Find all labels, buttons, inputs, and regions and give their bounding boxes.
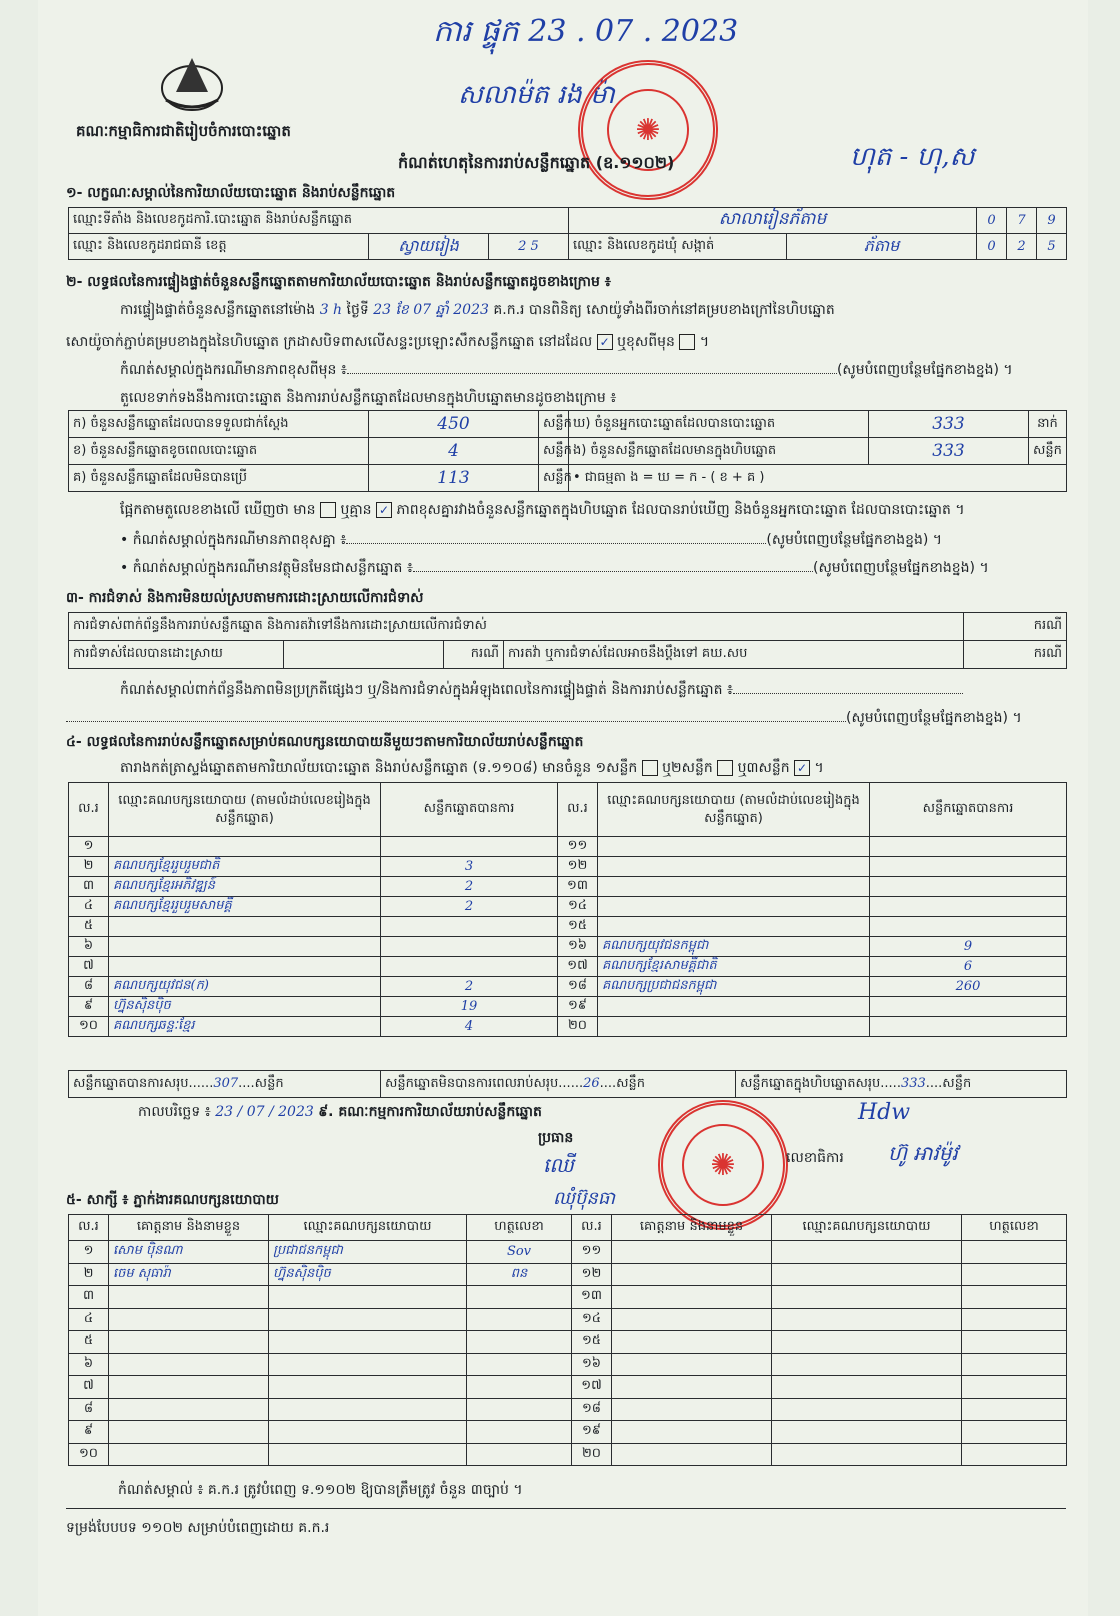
commune-code-digit: 5 [1037, 234, 1067, 260]
note-line-1: កំណត់សម្គាល់ក្នុងករណីមានភាពខុសពីមុន ៖ (សូមបំពេញបន្ថែមផ្នែកខាងខ្នង) ។ [120, 362, 1013, 378]
unit: ករណី [964, 613, 1067, 641]
witness-signature [962, 1398, 1067, 1421]
witness-party [772, 1286, 962, 1309]
witness-party [269, 1331, 467, 1354]
witness-party [269, 1286, 467, 1309]
party-votes [870, 837, 1067, 857]
witness-party: ប្រជាជនកម្ពុជា [269, 1241, 467, 1264]
party-results-table [68, 782, 1067, 1037]
table-row [69, 917, 1067, 937]
party-votes: 19 [381, 997, 558, 1017]
chair-signature: ឈើ [543, 1153, 574, 1177]
note-line-3: • កំណត់សម្គាល់ក្នុងករណីមានវត្ថុមិនមែនជាសន្លឹកឆ្នោត ៖ (សូមបំពេញបន្ថែមផ្នែកខាងខ្នង) ។ [120, 560, 989, 576]
witness-name [109, 1286, 269, 1309]
party-name: គណបក្សឆន្ទៈខ្មែរ [109, 1017, 381, 1037]
party-votes [870, 897, 1067, 917]
witness-name [612, 1376, 772, 1399]
witness-party [269, 1443, 467, 1466]
row-number: ១៣ [558, 877, 598, 897]
party-name [598, 857, 870, 877]
party-name [598, 897, 870, 917]
witness-party [772, 1241, 962, 1264]
witness-signature [467, 1376, 572, 1399]
complaints-count-label: ការជំទាស់ពាក់ព័ន្ធនឹងការរាប់សន្លឹកឆ្នោត និងការតវ៉ាទៅនឹងការដោះស្រាយលើការជំទាស់ [69, 613, 964, 641]
witness-name [612, 1353, 772, 1376]
handwritten-signature-top: សលាម៉ត រង ម៉ា [458, 80, 615, 110]
witness-party [772, 1308, 962, 1331]
row-number: ៩ [69, 1421, 109, 1444]
section-3-heading: ៣- ការជំទាស់ និងការមិនយល់ស្របតាមការដោះស្រាយលើការជំទាស់ [66, 590, 424, 606]
ballots-unused-label: គ) ចំនួនសន្លឹកឆ្នោតដែលមិនបានប្រើ [69, 465, 369, 492]
polling-station-table [68, 207, 1067, 260]
row-number: ១០ [69, 1017, 109, 1037]
witness-party: ហ្វ៊ុនស៊ិនប៉ិច [269, 1263, 467, 1286]
col-party: ឈ្មោះគណបក្សនយោបាយ [269, 1215, 467, 1241]
difference-checkbox[interactable]: ✓ [376, 502, 392, 518]
table-row [69, 997, 1067, 1017]
witness-name [109, 1398, 269, 1421]
row-number: ៨ [69, 1398, 109, 1421]
witness-name [612, 1286, 772, 1309]
row-number: ៧ [69, 957, 109, 977]
row-number: ១១ [572, 1241, 612, 1264]
witness-signature [962, 1443, 1067, 1466]
witness-name [109, 1421, 269, 1444]
row-number: ១៤ [558, 897, 598, 917]
witness-signature [962, 1308, 1067, 1331]
row-number: ២ [69, 1263, 109, 1286]
footer-form-ref: ទម្រង់បែបបទ ១១០២ សម្រាប់បំពេញដោយ គ.ក.រ [66, 1520, 330, 1536]
row-number: ១៧ [558, 957, 598, 977]
commune-code-digit: 2 [1007, 234, 1037, 260]
two-sheets-checkbox[interactable] [642, 760, 658, 776]
row-number: ៧ [69, 1376, 109, 1399]
row-number: ១៨ [558, 977, 598, 997]
party-name [598, 877, 870, 897]
party-name [598, 837, 870, 857]
result-intro: តួលេខទាក់ទងនឹងការបោះឆ្នោត និងការរាប់សន្លឹកឆ្នោតដែលមានក្នុងហិបឆ្នោតមានដូចខាងក្រោម ៖ [120, 390, 617, 406]
witness-signature [467, 1353, 572, 1376]
ballots-in-box-value: 333 [869, 438, 1029, 465]
witness-name [109, 1308, 269, 1331]
chair-name: ឈុំប៊ុនធា [553, 1188, 615, 1209]
witness-signature [962, 1353, 1067, 1376]
party-votes [870, 1017, 1067, 1037]
province-value: ស្វាយរៀង [369, 234, 489, 260]
party-name [109, 937, 381, 957]
party-name: គណបក្សយុវជន(ក) [109, 977, 381, 997]
verification-text-1: ការផ្ទៀងផ្ទាត់ចំនួនសន្លឹកឆ្នោតនៅម៉ោង 3 h ថ្ងៃទី 23 ខែ 07 ឆ្នាំ 2023 គ.ក.រ បានពិនិត្យ សោយ៉ូទាំងពីរចាក់នៅគម្របខាងក្រៅនៃហិបឆ្នោត [120, 302, 835, 318]
unresolved-complaints-label: ការតវ៉ា ឬការជំទាស់ដែលអាចនឹងប្ដឹងទៅ គឃ.សប [504, 641, 964, 669]
party-name [598, 997, 870, 1017]
party-votes [870, 857, 1067, 877]
party-votes [870, 917, 1067, 937]
province-code: 2 5 [489, 234, 569, 260]
table-row [69, 1421, 1067, 1444]
col-votes: សន្លឹកឆ្នោតបានការ [381, 783, 558, 837]
table-row [69, 1376, 1067, 1399]
party-votes: 2 [381, 877, 558, 897]
row-number: ១ [69, 837, 109, 857]
witness-signature: ពន [467, 1263, 572, 1286]
table-row [69, 1286, 1067, 1309]
party-votes [870, 997, 1067, 1017]
witness-signature [467, 1286, 572, 1309]
witness-signature [467, 1443, 572, 1466]
witness-signature [962, 1241, 1067, 1264]
row-number: ១៩ [558, 997, 598, 1017]
witness-party [772, 1443, 962, 1466]
row-number: ៤ [69, 897, 109, 917]
witness-party [269, 1421, 467, 1444]
witness-name [612, 1308, 772, 1331]
witness-signature [467, 1308, 572, 1331]
party-name: គណបក្សខ្មែររួបរួមសាមគ្គី [109, 897, 381, 917]
row-number: ៩ [69, 997, 109, 1017]
witness-signature [962, 1331, 1067, 1354]
row-number: ២ [69, 857, 109, 877]
voters-voted-label: ឃ) ចំនួនអ្នកបោះឆ្នោតដែលបានបោះឆ្នោត [569, 411, 869, 438]
row-number: ១៥ [558, 917, 598, 937]
station-name-value: សាលារៀនភ័តាម [569, 208, 977, 234]
province-label: ឈ្មោះ និងលេខកូដរាជធានី ខេត្ត [69, 234, 369, 260]
row-number: ១ [69, 1241, 109, 1264]
row-number: ១២ [572, 1263, 612, 1286]
party-name [598, 917, 870, 937]
note-line-5: (សូមបំពេញបន្ថែមផ្នែកខាងខ្នង) ។ [66, 708, 1076, 729]
witness-party [269, 1308, 467, 1331]
chair-label: ប្រធាន [538, 1130, 574, 1146]
row-number: ៥ [69, 1331, 109, 1354]
col-party: ឈ្មោះគណបក្សនយោបាយ (តាមលំដាប់លេខរៀងក្នុងសន្លឹកឆ្នោត) [109, 783, 381, 837]
date-value: 23 ខែ 07 ឆ្នាំ 2023 [373, 302, 489, 318]
party-votes: 6 [870, 957, 1067, 977]
secretary-signature: Hdw [858, 1100, 911, 1125]
stamp-emblem-icon: ✺ [607, 89, 689, 171]
row-number: ៦ [69, 937, 109, 957]
witness-name [109, 1443, 269, 1466]
party-name: គណបក្សខ្មែររួបរួមជាតិ [109, 857, 381, 877]
party-name: ហ្វ៊ុនស៊ិនប៉ិច [109, 997, 381, 1017]
four-sheets-checkbox[interactable]: ✓ [794, 760, 810, 776]
three-sheets-checkbox[interactable] [717, 760, 733, 776]
table-row [69, 897, 1067, 917]
witness-party [269, 1398, 467, 1421]
row-number: ៣ [69, 1286, 109, 1309]
table-row [69, 877, 1067, 897]
date-line: កាលបរិច្ឆេទ ៖ 23 / 07 / 2023 ៩. គណៈកម្មការការិយាល័យរាប់សន្លឹកឆ្នោត [138, 1104, 542, 1120]
party-name [109, 957, 381, 977]
unit: សន្លឹក [1029, 438, 1067, 465]
table-row [69, 1241, 1067, 1264]
commune-code-digit: 0 [977, 234, 1007, 260]
ballots-unused-value: 113 [369, 465, 539, 492]
committee-name: គណៈកម្មាធិការជាតិរៀបចំការបោះឆ្នោត [76, 122, 291, 140]
witness-party [269, 1353, 467, 1376]
row-number: ៨ [69, 977, 109, 997]
party-votes: 4 [381, 1017, 558, 1037]
row-number: ១៧ [572, 1376, 612, 1399]
station-name-label: ឈ្មោះទីតាំង និងលេខកូដការិ.បោះឆ្នោត និងរាប់សន្លឹកឆ្នោត [69, 208, 569, 234]
table-row [69, 1017, 1067, 1037]
section-1-heading: ១- លក្ខណៈសម្គាល់នៃការិយាល័យបោះឆ្នោត និងរាប់សន្លឹកឆ្នោត [66, 185, 396, 201]
row-number: ២០ [572, 1443, 612, 1466]
unit: ករណី [964, 641, 1067, 669]
ballots-received-label: ក) ចំនួនសន្លឹកឆ្នោតដែលបានទទួលជាក់ស្តែង [69, 411, 369, 438]
table-row [69, 937, 1067, 957]
stamp-emblem-icon: ✺ [682, 1124, 764, 1206]
col-party: ឈ្មោះគណបក្សនយោបាយ (តាមលំដាប់លេខរៀងក្នុងសន្លឹកឆ្នោត) [598, 783, 870, 837]
witness-party [772, 1398, 962, 1421]
col-sign: ហត្ថលេខា [962, 1215, 1067, 1241]
table-row [69, 1308, 1067, 1331]
witness-signature [962, 1376, 1067, 1399]
witness-party [772, 1331, 962, 1354]
commune-label: ឈ្មោះ និងលេខកូដឃុំ សង្កាត់ [569, 234, 787, 260]
col-sign: ហត្ថលេខា [467, 1215, 572, 1241]
party-votes [381, 937, 558, 957]
party-votes: 2 [381, 897, 558, 917]
ballots-received-value: 450 [369, 411, 539, 438]
witness-signature: Sov [467, 1241, 572, 1264]
col-name: គោត្តនាម និងនាមខ្លួន [109, 1215, 269, 1241]
table-row [69, 1263, 1067, 1286]
table-row [69, 1398, 1067, 1421]
section-4-heading: ៤- លទ្ធផលនៃការរាប់សន្លឹកឆ្នោតសម្រាប់គណបក្សនយោបាយនីមួយៗតាមការិយាល័យរាប់សន្លឹកឆ្នោត [66, 734, 584, 750]
station-code-digit: 7 [1007, 208, 1037, 234]
party-votes: 9 [870, 937, 1067, 957]
same-checkbox[interactable]: ✓ [597, 334, 613, 350]
witness-signature [962, 1421, 1067, 1444]
tally-sheet-line: តារាងកត់ត្រាស្ទង់ឆ្នោតតាមការិយាល័យបោះឆ្នោត និងរាប់សន្លឹកឆ្នោត (ទ.១១០៨) មានចំនួន ១សន្លឹក ឬ២សន្លឹក ឬ៣សន្លឹក ✓ ។ [120, 760, 824, 776]
table-row [69, 857, 1067, 877]
station-code-digit: 9 [1037, 208, 1067, 234]
ballot-count-table [68, 410, 1067, 492]
total-invalid-cell: សន្លឹកឆ្នោតមិនបានការពេលរាប់សរុប......26....សន្លឹក [381, 1071, 736, 1098]
col-no: ល.រ [69, 1215, 109, 1241]
col-no: ល.រ [572, 1215, 612, 1241]
row-number: ១៦ [558, 937, 598, 957]
witness-name: សោម ប៉ិនណា [109, 1241, 269, 1264]
total-box-cell: សន្លឹកឆ្នោតក្នុងហិបឆ្នោតសរុប.....333....សន្លឹក [736, 1071, 1067, 1098]
station-code-digit: 0 [977, 208, 1007, 234]
party-votes [870, 877, 1067, 897]
secretary-label: លេខាធិការ [786, 1150, 844, 1166]
totals-table [68, 1070, 1067, 1098]
col-party: ឈ្មោះគណបក្សនយោបាយ [772, 1215, 962, 1241]
witness-party [772, 1263, 962, 1286]
witness-name [612, 1263, 772, 1286]
row-number: ១៤ [572, 1308, 612, 1331]
row-number: ១១ [558, 837, 598, 857]
verification-text-2: សោយ៉ូចាក់ភ្ជាប់គម្របខាងក្នុងនៃហិបឆ្នោត ក្រដាសបិទពាសលើសន្ទះប្រឡោះសឹកសន្លឹកឆ្នោត នៅដដែល ✓ ឬខុសពីមុន ។ [66, 334, 710, 350]
section-2-heading: ២- លទ្ធផលនៃការផ្ទៀងផ្ទាត់ចំនួនសន្លឹកឆ្នោតតាមការិយាល័យបោះឆ្នោត និងរាប់សន្លឹកឆ្នោតដូចខាងក្រោម ៖ [66, 274, 611, 290]
total-valid-cell: សន្លឹកឆ្នោតបានការសរុប......307....សន្លឹក [69, 1071, 381, 1098]
witness-name [109, 1376, 269, 1399]
party-votes: 3 [381, 857, 558, 877]
witness-signature [467, 1331, 572, 1354]
row-number: ៣ [69, 877, 109, 897]
time-value: 3 h [319, 302, 343, 318]
row-number: ១០ [69, 1443, 109, 1466]
table-row [69, 1443, 1067, 1466]
row-number: ១៩ [572, 1421, 612, 1444]
handwritten-id-note: ហុត - ហុ,ស [850, 142, 975, 172]
party-name [598, 1017, 870, 1037]
witness-name [612, 1443, 772, 1466]
unit: សន្លឹក [539, 411, 569, 438]
party-name [109, 837, 381, 857]
col-no: ល.រ [558, 783, 598, 837]
col-votes: សន្លឹកឆ្នោតបានការ [870, 783, 1067, 837]
table-row [69, 1331, 1067, 1354]
official-stamp-bottom [658, 1100, 788, 1230]
note-line-2: • កំណត់សម្គាល់ក្នុងករណីមានភាពខុសគ្នា ៖ (សូមបំពេញបន្ថែមផ្នែកខាងខ្នង) ។ [120, 532, 943, 548]
party-name: គណបក្សយុវជនកម្ពុជា [598, 937, 870, 957]
section-5-heading: ៥- សាក្សី ៖ ភ្នាក់ងារគណបក្សនយោបាយ [66, 1192, 280, 1208]
party-name: គណបក្សប្រជាជនកម្ពុជា [598, 977, 870, 997]
witness-name [612, 1241, 772, 1264]
witness-party [772, 1353, 962, 1376]
witness-name [612, 1331, 772, 1354]
unit: ករណី [444, 641, 504, 669]
party-name: គណបក្សខ្មែរសាមគ្គីជាតិ [598, 957, 870, 977]
party-name [109, 917, 381, 937]
row-number: ១៥ [572, 1331, 612, 1354]
witness-signature [467, 1398, 572, 1421]
party-votes [381, 837, 558, 857]
different-checkbox[interactable] [679, 334, 695, 350]
table-row [69, 977, 1067, 997]
footer-note: កំណត់សម្គាល់ ៖ គ.ក.រ ត្រូវបំពេញ ទ.១១០២ ឱ្យបានត្រឹមត្រូវ ចំនួន ៣ច្បាប់ ។ [118, 1482, 523, 1498]
row-number: ២០ [558, 1017, 598, 1037]
witness-name [109, 1353, 269, 1376]
party-name: គណបក្សខ្មែរអភិវឌ្ឍន៍ [109, 877, 381, 897]
voters-voted-value: 333 [869, 411, 1029, 438]
witness-signature [962, 1263, 1067, 1286]
official-stamp-top [578, 60, 718, 200]
secretary-name: ហ៊ូ អាវម៉ូវ [888, 1141, 958, 1165]
row-number: ១៨ [572, 1398, 612, 1421]
table-row [69, 837, 1067, 857]
table-row [69, 957, 1067, 977]
row-number: ៥ [69, 917, 109, 937]
unit: សន្លឹក [539, 465, 569, 492]
party-votes [381, 917, 558, 937]
formula-label: • ជាធម្មតា ង = ឃ = ក - ( ខ + គ ) [569, 465, 1067, 492]
no-difference-checkbox[interactable] [320, 502, 336, 518]
unit: នាក់ [1029, 411, 1067, 438]
witness-party [772, 1376, 962, 1399]
row-number: ១៦ [572, 1353, 612, 1376]
party-votes: 2 [381, 977, 558, 997]
witness-name [109, 1331, 269, 1354]
note-line-4: កំណត់សម្គាល់ពាក់ព័ន្ធនឹងភាពមិនប្រក្រតីផ្សេងៗ ឬ/និងការជំទាស់ក្នុងអំឡុងពេលនៃការផ្ទៀងផ្ទាត់ និងការរាប់សន្លឹកឆ្នោត ៖ [120, 680, 1080, 701]
complaints-table [68, 612, 1067, 669]
comparison-line: ផ្អែកតាមតួលេខខាងលើ ឃើញថា មាន ឬគ្មាន ✓ ភាពខុសគ្នារវាងចំនួនសន្លឹកឆ្នោតក្នុងហិបឆ្នោត ដែលបានរាប់ឃើញ និងចំនួនអ្នកបោះឆ្នោត ដែលបានបោះឆ្នោត ។ [120, 502, 965, 518]
witness-name [612, 1398, 772, 1421]
witness-signature [962, 1286, 1067, 1309]
row-number: ៤ [69, 1308, 109, 1331]
ballots-in-box-label: ង) ចំនួនសន្លឹកឆ្នោតដែលមានក្នុងហិបឆ្នោត [569, 438, 869, 465]
nec-logo-icon [156, 48, 228, 116]
commune-value: ភ័តាម [787, 234, 977, 260]
unit: សន្លឹក [539, 438, 569, 465]
ballots-spoiled-label: ខ) ចំនួនសន្លឹកឆ្នោតខូចពេលបោះឆ្នោត [69, 438, 369, 465]
party-votes [381, 957, 558, 977]
witness-table [68, 1214, 1067, 1466]
resolved-complaints-label: ការជំទាស់ដែលបានដោះស្រាយ [69, 641, 284, 669]
ballots-spoiled-value: 4 [369, 438, 539, 465]
party-votes: 260 [870, 977, 1067, 997]
row-number: ៦ [69, 1353, 109, 1376]
witness-party [269, 1376, 467, 1399]
form-page [38, 0, 1088, 1616]
witness-name [612, 1421, 772, 1444]
handwritten-date-note: ការ ផ្ទុក 23 . 07 . 2023 [433, 14, 739, 49]
col-name: គោត្តនាម និងនាមខ្លួន [612, 1215, 772, 1241]
witness-signature [467, 1421, 572, 1444]
col-no: ល.រ [69, 783, 109, 837]
row-number: ១៣ [572, 1286, 612, 1309]
witness-party [772, 1421, 962, 1444]
witness-name: ចេម សុធារ៉ា [109, 1263, 269, 1286]
row-number: ១២ [558, 857, 598, 877]
form-title: កំណត់ហេតុនៃការរាប់សន្លឹកឆ្នោត (ឧ.១១០២) [398, 153, 675, 172]
table-row [69, 1353, 1067, 1376]
